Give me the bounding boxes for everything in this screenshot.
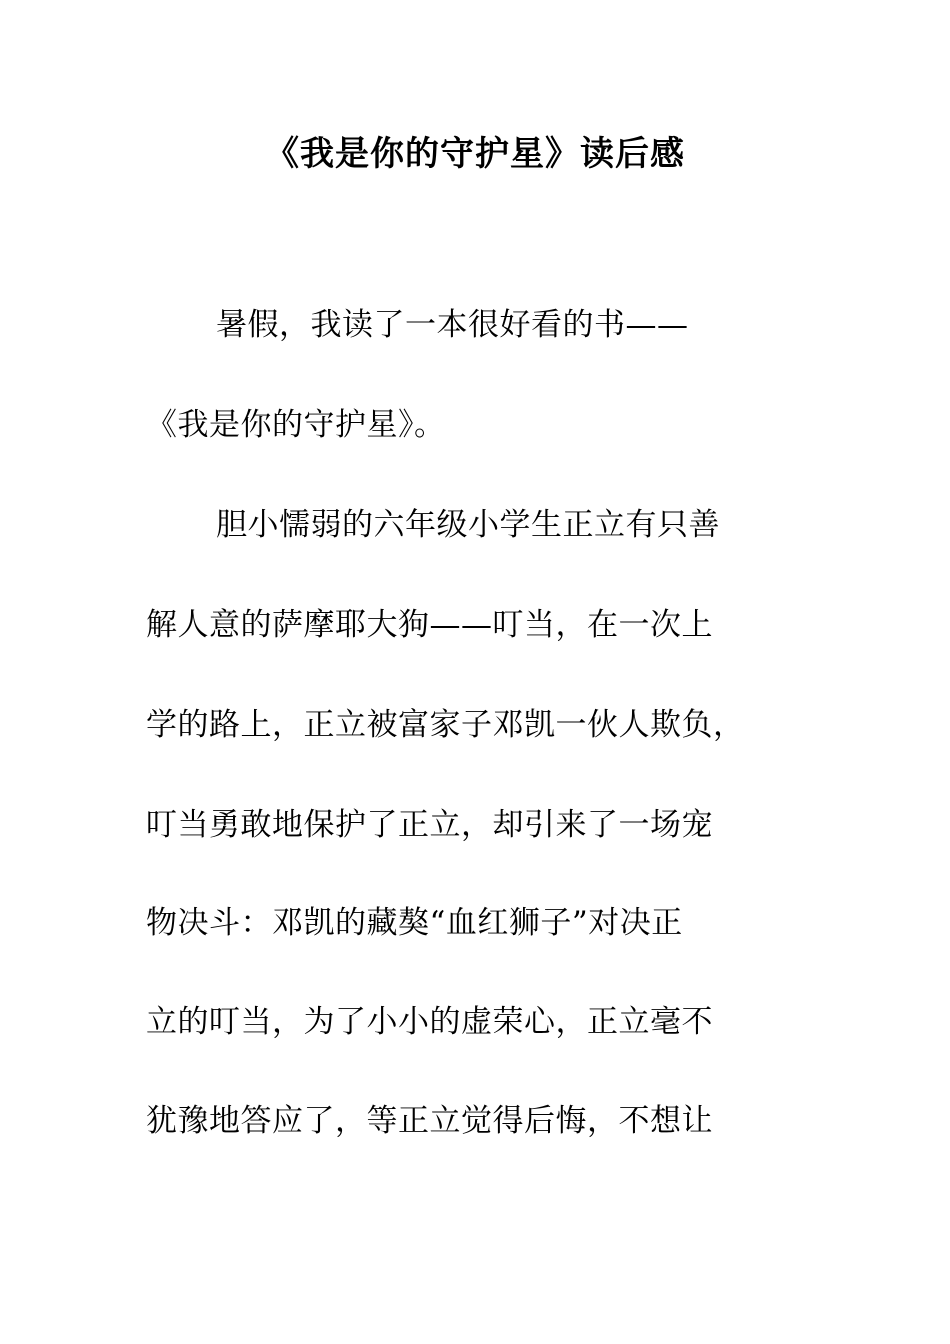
text-line: 《我是你的守护星》。: [146, 407, 446, 443]
text-line: 犹豫地答应了，等正立觉得后悔，不想让: [146, 1103, 713, 1139]
document-title: 《我是你的守护星》读后感: [265, 134, 685, 174]
text-line: 叮当勇敢地保护了正立，却引来了一场宠: [146, 807, 713, 843]
text-line: 胆小懦弱的六年级小学生正立有只善: [216, 507, 720, 543]
text-line: 解人意的萨摩耶大狗——叮当，在一次上: [146, 607, 713, 643]
text-line: 立的叮当，为了小小的虚荣心，正立毫不: [146, 1004, 713, 1040]
text-line: 学的路上，正立被富家子邓凯一伙人欺负，: [146, 707, 745, 743]
text-line: 物决斗：邓凯的藏獒“血红狮子”对决正: [146, 905, 683, 941]
text-line: 暑假，我读了一本很好看的书——: [216, 307, 689, 343]
